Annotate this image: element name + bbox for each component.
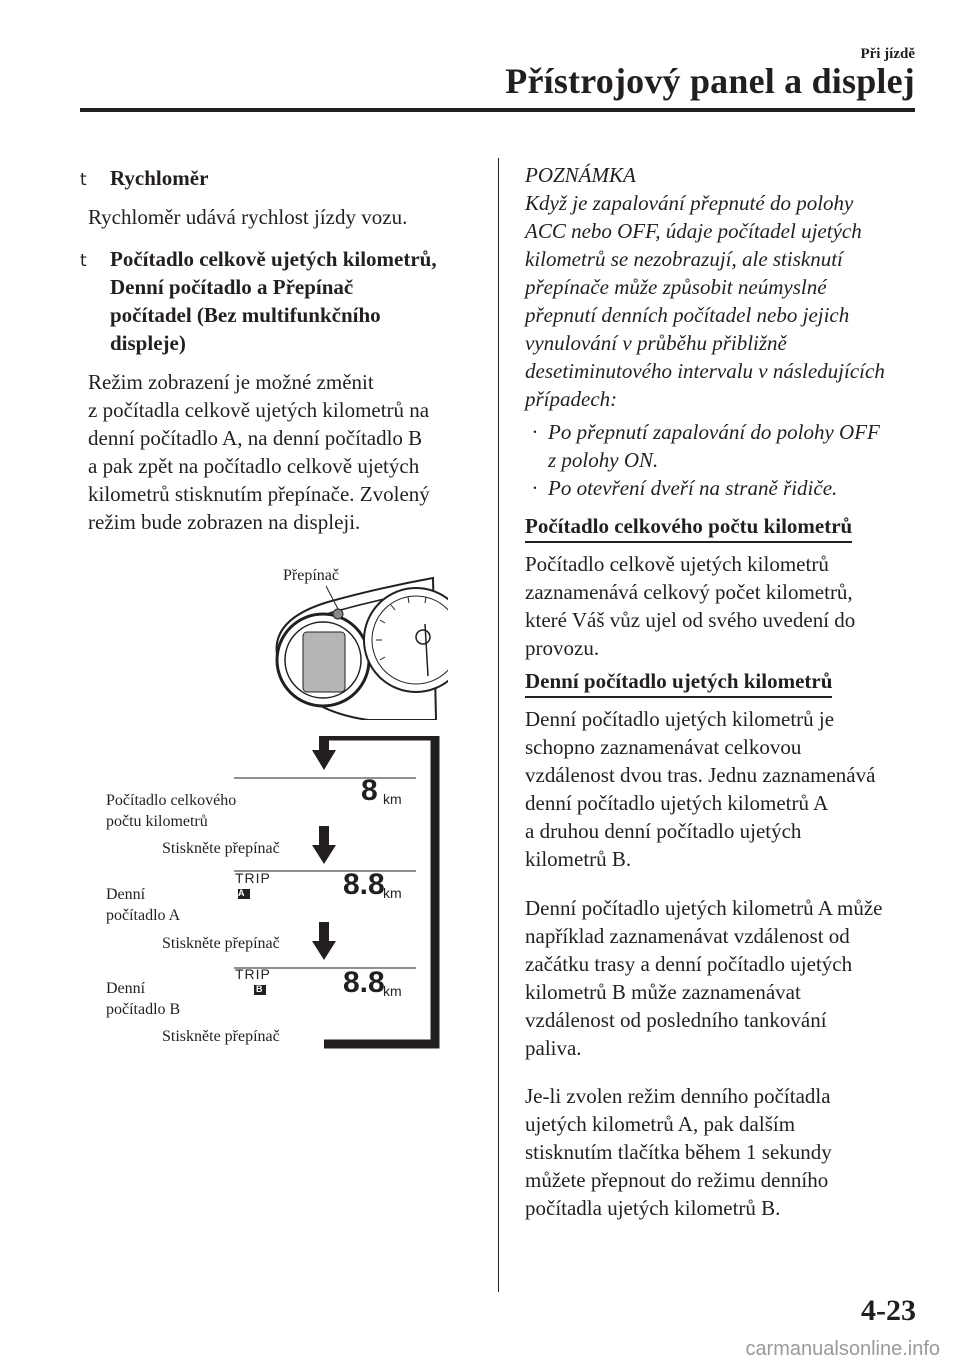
subheading-trip — [525, 667, 832, 698]
watermark: carmanualsonline.info — [745, 1338, 940, 1360]
trip-b-value: 8.8 — [343, 966, 385, 999]
text-line: ujetých kilometrů A, pak dalším — [525, 1112, 796, 1136]
trip-b-unit: km — [383, 983, 402, 999]
note-line: kilometrů se nezobrazují, ale stisknutí — [525, 247, 843, 271]
press-label-2: Stiskněte přepínač — [162, 935, 280, 952]
trip-a-tag: TRIP — [235, 870, 271, 886]
heading-odometer-marker — [80, 245, 87, 275]
note-line: přepnutí denních počítadel nebo jejich — [525, 303, 850, 327]
trip-a-value: 8.8 — [343, 868, 385, 901]
label-line: Denní — [106, 980, 146, 997]
text-line: stisknutím tlačítka během 1 sekundy — [525, 1140, 832, 1164]
label-line: Denní — [106, 886, 146, 903]
note-line: případech: — [525, 387, 618, 411]
text-line: kilometrů B. — [525, 847, 632, 871]
text-line: začátku trasy a denní počítadlo ujetých — [525, 952, 853, 976]
note-title: POZNÁMKA — [525, 163, 636, 187]
note-block — [525, 161, 925, 413]
text-line: kilometrů B může zaznamenávat — [525, 980, 801, 1004]
text-line: Je-li zvolen režim denního počítadla — [525, 1084, 831, 1108]
display-mode-diagram — [230, 736, 445, 1052]
press-label-1: Stiskněte přepínač — [162, 840, 280, 857]
switch-label: Přepínač — [283, 567, 339, 584]
heading-line: Denní počítadlo a Přepínač — [110, 275, 354, 299]
text-line: můžete přepnout do režimu denního — [525, 1168, 829, 1192]
text-line: Počítadlo celkově ujetých kilometrů — [525, 552, 829, 576]
trip-a-label — [106, 884, 180, 926]
heading-line: počítadel (Bez multifunkčního — [110, 303, 381, 327]
text-line: vzdálenost od posledního tankování — [525, 1008, 827, 1032]
odometer-unit: km — [383, 791, 402, 807]
odometer-value: 8 — [361, 774, 378, 807]
paragraph-trip-3 — [525, 1082, 925, 1222]
subheading-odometer — [525, 512, 852, 543]
text-line: a pak zpět na počítadlo celkově ujetých — [88, 454, 420, 478]
heading-speedometer — [80, 164, 87, 194]
trip-a-unit: km — [383, 885, 402, 901]
text-line: a druhou denní počítadlo ujetých — [525, 819, 802, 843]
page-number: 4-23 — [861, 1294, 916, 1327]
text-line: kilometrů stisknutím přepínače. Zvolený — [88, 482, 430, 506]
text-line: počítadla ujetých kilometrů B. — [525, 1196, 781, 1220]
text-line: z počítadla celkově ujetých kilometrů na — [88, 398, 430, 422]
arrow-down-icon — [312, 941, 336, 960]
paragraph-trip-1 — [525, 705, 925, 873]
text-line: provozu. — [525, 636, 600, 660]
note-bullet-2: Po otevření dveří na straně řidiče. — [548, 476, 838, 500]
text-line: které Váš vůz ujel od svého uvedení do — [525, 608, 856, 632]
text-line: například zaznamenávat vzdálenost od — [525, 924, 850, 948]
subheading-text: Denní počítadlo ujetých kilometrů — [525, 667, 832, 698]
label-line: Počítadlo celkového — [106, 792, 237, 809]
note-line: přepínače může způsobit neúmyslné — [525, 275, 827, 299]
trip-b-tag: TRIP — [235, 966, 271, 982]
trip-b-label — [106, 978, 180, 1020]
header-rule — [80, 108, 915, 112]
column-divider — [498, 158, 499, 1292]
label-line: počtu kilometrů — [106, 813, 208, 830]
text-line: Denní počítadlo ujetých kilometrů A může — [525, 896, 883, 920]
text-line: zaznamenává celkový počet kilometrů, — [525, 580, 853, 604]
paragraph-mode-switch — [88, 368, 488, 536]
label-line: počítadlo A — [106, 907, 181, 924]
text-line: režim bude zobrazen na displeji. — [88, 510, 361, 534]
note-line: Když je zapalování přepnuté do polohy — [525, 191, 854, 215]
note-bullet-1 — [548, 418, 918, 474]
heading-marker-icon: t — [80, 251, 87, 271]
text-line: denní počítadlo A, na denní počítadlo B — [88, 426, 423, 450]
press-label-3: Stiskněte přepínač — [162, 1028, 280, 1045]
text-line: Denní počítadlo ujetých kilometrů je — [525, 707, 835, 731]
bullet-dot-icon: · — [532, 476, 538, 500]
text-line: paliva. — [525, 1036, 582, 1060]
trip-a-badge: A — [238, 888, 245, 898]
label-line: počítadlo B — [106, 1001, 181, 1018]
note-line: desetiminutového intervalu v následujících — [525, 359, 885, 383]
subheading-text: Počítadlo celkového počtu kilometrů — [525, 512, 852, 543]
text-line: vzdálenost dvou tras. Jednu zaznamenává — [525, 763, 876, 787]
note-line: vynulování v průběhu přibližně — [525, 331, 787, 355]
text-line: denní počítadlo ujetých kilometrů A — [525, 791, 829, 815]
arrow-down-icon — [312, 750, 336, 770]
text-line: schopno zaznamenávat celkovou — [525, 735, 802, 759]
heading-line: Počítadlo celkově ujetých kilometrů, — [110, 247, 437, 271]
heading-speedometer-text: Rychloměr — [110, 166, 209, 190]
trip-b-badge: B — [256, 984, 263, 994]
odometer-label — [106, 790, 236, 832]
bullet-line: Po přepnutí zapalování do polohy OFF — [548, 420, 880, 444]
bullet-dot-icon: · — [532, 420, 538, 444]
heading-marker-icon: t — [80, 170, 87, 190]
paragraph-speedometer: Rychloměr udává rychlost jízdy vozu. — [88, 205, 408, 229]
heading-odometer — [110, 245, 490, 357]
bullet-line: z polohy ON. — [548, 448, 659, 472]
arrow-down-icon — [312, 845, 336, 864]
paragraph-odometer — [525, 550, 925, 662]
heading-line: displeje) — [110, 331, 186, 355]
text-line: Režim zobrazení je možné změnit — [88, 370, 374, 394]
page-title: Přístrojový panel a displej — [505, 61, 915, 101]
note-line: ACC nebo OFF, údaje počítadel ujetých — [525, 219, 862, 243]
paragraph-trip-2 — [525, 894, 925, 1062]
section-label: Při jízdě — [860, 46, 915, 62]
